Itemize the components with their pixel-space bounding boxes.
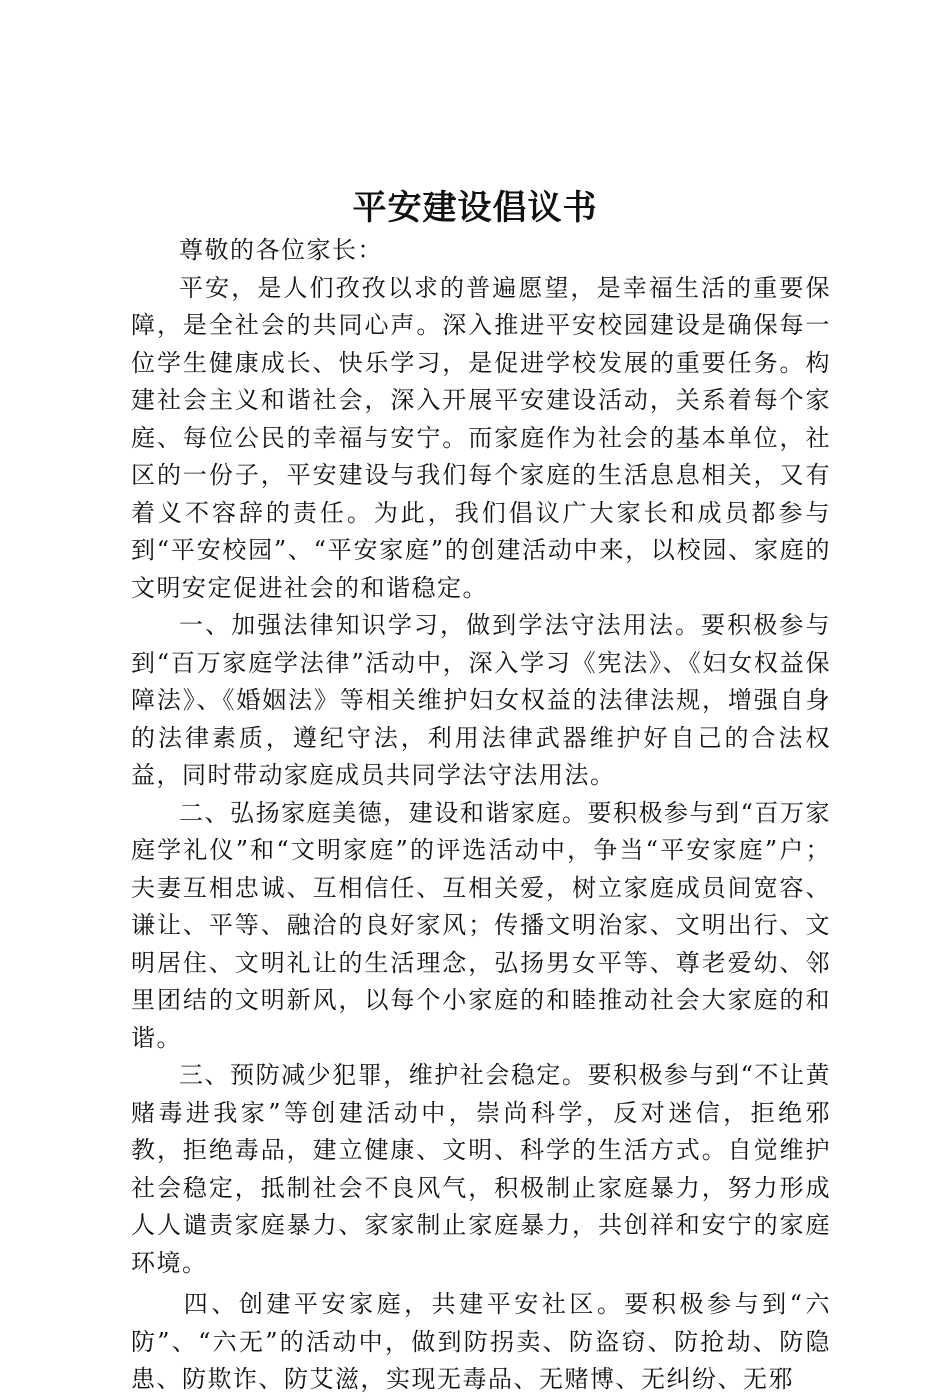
document-title: 平安建设倡议书: [352, 188, 598, 228]
paragraph-item-1: 一、加强法律知识学习，做到学法守法用法。要积极参与到“百万家庭学法律”活动中，深入学习《宪法》、《妇女权益保障法》、《婚姻法》等相关维护妇女权益的法律法规，增强自身的法律素质，遵纪守法，利用法律武器维护好自己的合法权益，同时带动家庭成员共同学法守法用法。: [131, 611, 831, 789]
paragraph-item-4: 四、创建平安家庭，共建平安社区。要积极参与到“六防”、“六无”的活动中，做到防拐卖、防盗窃、防抢劫、防隐患、防欺诈、防艾滋，实现无毒品、无赌博、无纠纷、无邪: [131, 1290, 831, 1393]
salutation: 尊敬的各位家长：: [179, 236, 383, 264]
paragraph-intro: 平安，是人们孜孜以求的普遍愿望，是幸福生活的重要保障，是全社会的共同心声。深入推进平安校园建设是确保每一位学生健康成长、快乐学习，是促进学校发展的重要任务。构建社会主义和谐社会，深入开展平安建设活动，关系着每个家庭、每位公民的幸福与安宁。而家庭作为社会的基本单位，社区的一份子，平安建设与我们每个家庭的生活息息相关，又有着义不容辞的责任。为此，我们倡议广大家长和成员都参与到“平安校园”、“平安家庭”的创建活动中来，以校园、家庭的文明安定促进社会的和谐稳定。: [131, 273, 831, 602]
paragraph-item-2: 二、弘扬家庭美德，建设和谐家庭。要积极参与到“百万家庭学礼仪”和“文明家庭”的评选活动中，争当“平安家庭”户；夫妻互相忠诚、互相信任、互相关爱，树立家庭成员间宽容、谦让、平等、融洽的良好家风；传播文明治家、文明出行、文明居住、文明礼让的生活理念，弘扬男女平等、尊老爱幼、邻里团结的文明新风，以每个小家庭的和睦推动社会大家庭的和谐。: [131, 798, 831, 1052]
document-body: [131, 232, 831, 1399]
paragraph-item-3: 三、预防减少犯罪，维护社会稳定。要积极参与到“不让黄赌毒进我家”等创建活动中，崇尚科学，反对迷信，拒绝邪教，拒绝毒品，建立健康、文明、科学的生活方式。自觉维护社会稳定，抵制社会不良风气，积极制止家庭暴力，努力形成人人谴责家庭暴力、家家制止家庭暴力，共创祥和安宁的家庭环境。: [131, 1061, 831, 1277]
